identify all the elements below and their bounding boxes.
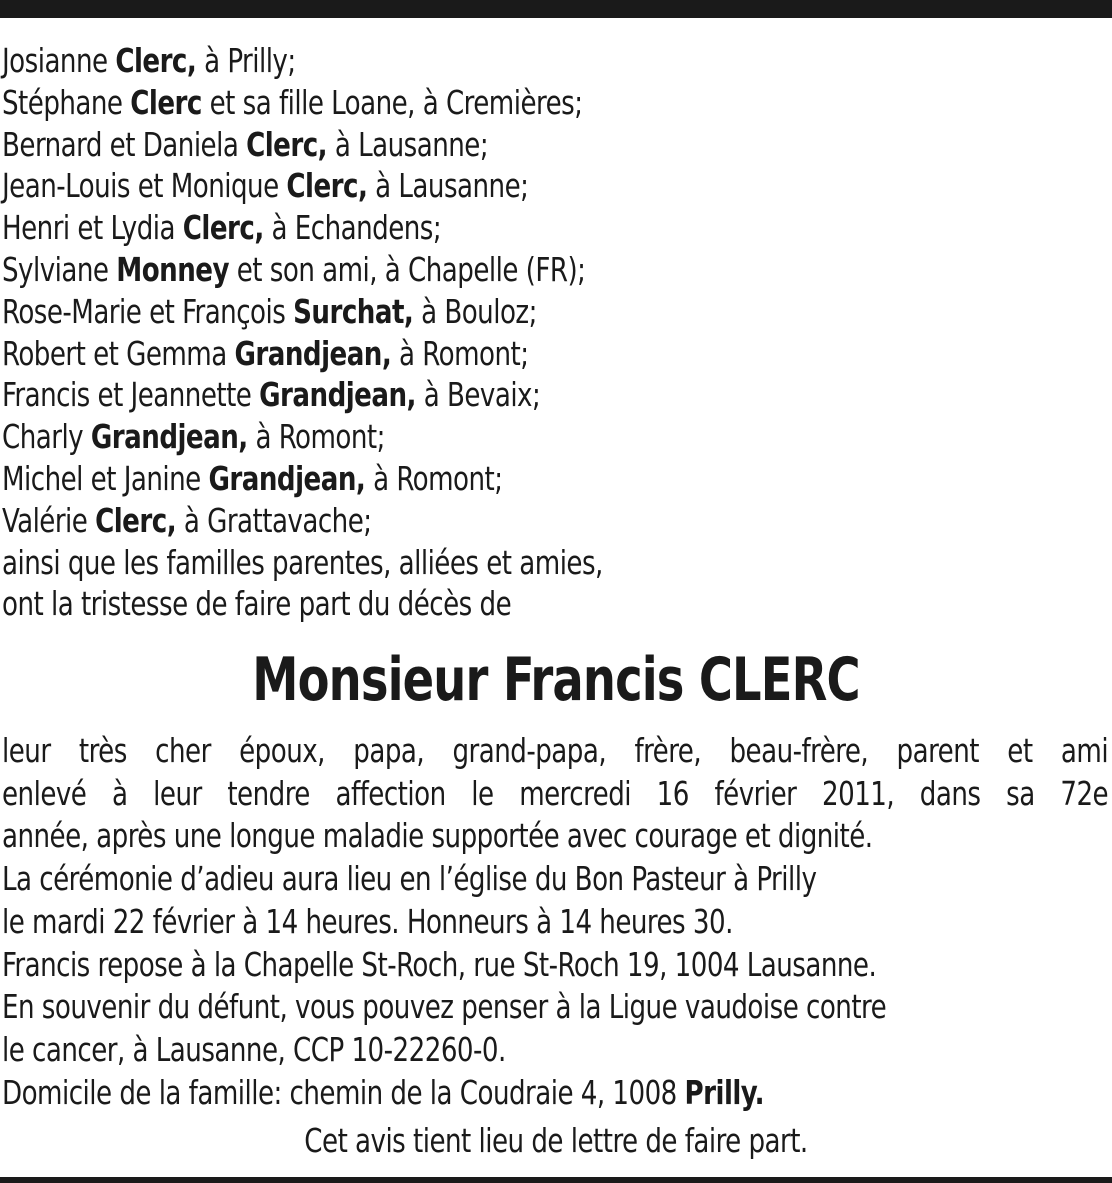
mourners-list — [2, 40, 1102, 625]
mourner-given-names: Charly — [2, 417, 91, 457]
body-word: ami — [1060, 731, 1109, 770]
mourner-line — [2, 40, 970, 82]
body-line: le mardi 22 février à 14 heures. Honneurs à 14 heures 30. — [2, 901, 733, 941]
intro-line: ont la tristesse de faire part du décès de — [2, 584, 512, 624]
mourner-family-name: Clerc, — [182, 208, 264, 248]
mourner-line — [2, 333, 970, 375]
body-word: 16 — [656, 773, 689, 813]
mourner-place: à Bouloz; — [413, 291, 537, 331]
mourner-line — [2, 207, 970, 249]
deceased-name-headline: Monsieur Francis CLERC — [252, 645, 860, 715]
body-word: mercredi — [519, 773, 632, 813]
body-line: En souvenir du défunt, vous pouvez penser à la Ligue vaudoise contre — [2, 987, 887, 1027]
top-rule — [0, 0, 1112, 18]
mourner-given-names: Henri et Lydia — [2, 208, 183, 248]
mourner-place: à Romont; — [391, 333, 529, 373]
body-word: et — [1007, 731, 1033, 770]
mourner-family-name: Grandjean, — [234, 333, 392, 373]
mourner-place: à Echandens; — [263, 208, 442, 248]
mourner-place: et son ami, à Chapelle (FR); — [228, 249, 586, 289]
body-line — [2, 773, 1108, 816]
mourner-line — [2, 374, 970, 416]
mourner-place: et sa fille Loane, à Cremières; — [201, 82, 583, 122]
body-line: année, après une longue maladie supportée avec courage et dignité. — [2, 816, 873, 856]
bottom-rule — [0, 1177, 1112, 1183]
mourner-line — [2, 500, 970, 542]
mourner-family-name: Surchat, — [293, 291, 414, 331]
body-word: époux, — [239, 731, 325, 770]
body-line: La cérémonie d’adieu aura lieu en l’église du Bon Pasteur à Prilly — [2, 859, 817, 899]
mourner-family-name: Grandjean, — [208, 458, 366, 498]
mourner-given-names: Valérie — [2, 500, 96, 540]
mourner-given-names: Stéphane — [2, 82, 131, 122]
mourner-given-names: Sylviane — [2, 249, 117, 289]
body-line: le cancer, à Lausanne, CCP 10-22260-0. — [2, 1029, 506, 1069]
mourner-place: à Grattavache; — [176, 500, 372, 540]
body-word: parent — [896, 731, 979, 770]
mourner-place: à Bevaix; — [415, 375, 541, 415]
mourner-family-name: Grandjean, — [259, 375, 416, 415]
footer-note: Cet avis tient lieu de lettre de faire part. — [304, 1121, 808, 1160]
body-word: papa, — [353, 731, 425, 770]
mourner-line — [2, 82, 970, 124]
mourner-family-name: Clerc, — [286, 166, 368, 206]
mourner-family-name: Clerc, — [246, 124, 328, 164]
mourner-family-name: Grandjean, — [90, 417, 248, 457]
domicile-line — [2, 1072, 975, 1115]
mourner-place: à Lausanne; — [327, 124, 489, 164]
mourner-line — [2, 458, 970, 500]
body-word: dans — [919, 773, 981, 813]
body-line — [2, 730, 1108, 773]
mourner-line — [2, 249, 970, 291]
mourner-place: à Romont; — [247, 417, 385, 457]
body-word: très — [78, 731, 127, 770]
body-word: beau-frère, — [729, 731, 869, 770]
mourner-family-name: Clerc — [130, 82, 202, 122]
body-word: à — [112, 773, 128, 813]
body-line: Francis repose à la Chapelle St-Roch, rue St-Roch 19, 1004 Lausanne. — [2, 944, 877, 984]
body-word: cher — [155, 731, 211, 770]
body-word: leur — [153, 773, 202, 813]
body-word: 72e — [1060, 773, 1109, 813]
body-word: tendre — [227, 773, 310, 813]
domicile-town: Prilly. — [684, 1072, 765, 1112]
mourner-line — [2, 416, 970, 458]
domicile-address: Domicile de la famille: chemin de la Coudraie 4, 1008 — [2, 1072, 685, 1112]
mourner-family-name: Clerc, — [115, 41, 197, 80]
intro-line: ainsi que les familles parentes, alliées et amies, — [2, 542, 603, 582]
mourner-given-names: Jean-Louis et Monique — [2, 166, 287, 206]
mourner-family-name: Clerc, — [95, 500, 177, 540]
body-word: grand-papa, — [452, 731, 607, 770]
mourner-line — [2, 291, 970, 333]
body-word: enlevé — [2, 773, 87, 813]
mourner-line — [2, 124, 970, 166]
mourner-family-name: Monney — [116, 249, 229, 289]
body-word: 2011, — [822, 773, 895, 813]
body-word: février — [714, 773, 797, 813]
mourner-given-names: Francis et Jeannette — [2, 375, 260, 415]
body-word: frère, — [634, 731, 702, 770]
body-word: leur — [2, 731, 51, 770]
body-word: affection — [335, 773, 446, 813]
mourner-given-names: Robert et Gemma — [2, 333, 235, 373]
mourner-given-names: Rose-Marie et François — [2, 291, 294, 331]
mourner-place: à Romont; — [365, 458, 503, 498]
mourner-given-names: Michel et Janine — [2, 458, 209, 498]
body-word: sa — [1006, 773, 1035, 813]
mourner-place: à Lausanne; — [367, 166, 529, 206]
body-word: le — [471, 773, 494, 813]
mourner-line — [2, 165, 970, 207]
mourner-given-names: Bernard et Daniela — [2, 124, 247, 164]
mourner-place: à Prilly; — [196, 41, 296, 80]
announcement-body — [2, 730, 1108, 1114]
mourner-given-names: Josianne — [2, 41, 116, 80]
